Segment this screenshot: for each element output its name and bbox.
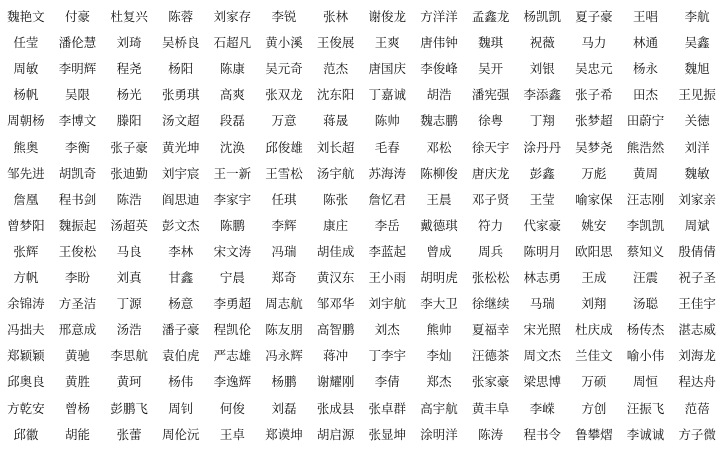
name-cell: 梁思博 xyxy=(523,374,561,390)
name-cell: 喻小伟 xyxy=(626,348,665,364)
name-cell: 张林 xyxy=(323,9,349,24)
name-cell: 邱奥良 xyxy=(7,374,45,390)
name-cell: 郑杰 xyxy=(426,374,452,390)
name-cell: 胡启源 xyxy=(316,426,355,442)
name-cell: 李林 xyxy=(168,243,194,259)
name-cell: 夏福幸 xyxy=(471,322,510,338)
name-cell: 李大卫 xyxy=(420,296,458,312)
name-row xyxy=(0,265,723,291)
name-cell: 张子豪 xyxy=(110,139,148,155)
name-cell: 刘银 xyxy=(529,61,555,77)
name-cell: 熊奥 xyxy=(13,139,39,155)
name-cell: 王卓 xyxy=(219,426,245,442)
name-cell: 陈柳俊 xyxy=(420,165,458,181)
name-cell: 丁翔 xyxy=(529,113,555,129)
name-cell: 王唱 xyxy=(633,9,659,24)
name-cell: 鲁攀熠 xyxy=(575,426,613,442)
name-cell: 周敏 xyxy=(13,61,39,77)
name-cell: 郑奇 xyxy=(271,270,297,285)
name-cell: 程书剑 xyxy=(58,191,97,207)
name-cell: 张梦超 xyxy=(575,113,613,129)
name-cell: 杜庆成 xyxy=(575,322,613,338)
name-cell: 胡浩 xyxy=(426,87,452,103)
name-cell: 程达舟 xyxy=(678,374,716,390)
name-cell: 林志勇 xyxy=(523,270,561,285)
name-cell: 冯永辉 xyxy=(265,348,303,364)
name-cell: 欧阳思 xyxy=(575,243,613,259)
name-cell: 黄光坤 xyxy=(161,139,200,155)
name-cell: 范杰 xyxy=(323,61,349,77)
name-cell: 宁晨 xyxy=(219,270,245,285)
name-cell: 康庄 xyxy=(323,217,349,233)
name-cell: 刘长超 xyxy=(316,139,355,155)
name-cell: 李衡 xyxy=(64,139,90,155)
name-cell: 李岳 xyxy=(374,217,400,233)
name-cell: 万彪 xyxy=(581,165,607,181)
name-cell: 吴桥良 xyxy=(161,35,200,51)
name-cell: 李逸辉 xyxy=(213,374,252,390)
name-cell: 符力 xyxy=(478,217,504,233)
name-cell: 汤聪 xyxy=(633,296,659,312)
name-cell: 谢耀刚 xyxy=(316,374,355,390)
name-cell: 汤宇航 xyxy=(316,165,355,181)
name-cell: 祝子圣 xyxy=(678,270,716,285)
name-cell: 陈明月 xyxy=(523,243,561,259)
name-cell: 胡能 xyxy=(64,426,90,442)
name-cell: 陈康 xyxy=(219,61,245,77)
name-cell: 魏振起 xyxy=(58,217,97,233)
name-cell: 代家豪 xyxy=(523,217,561,233)
name-cell: 王莹 xyxy=(529,191,555,207)
name-cell: 魏琪 xyxy=(478,35,504,51)
name-cell: 王成 xyxy=(581,270,607,285)
name-cell: 马良 xyxy=(116,243,142,259)
name-cell: 张蕾 xyxy=(116,426,142,442)
name-cell: 张双龙 xyxy=(265,87,303,103)
name-cell: 张卓群 xyxy=(368,400,407,416)
name-cell: 李凯凯 xyxy=(626,217,665,233)
name-cell: 曾成 xyxy=(426,243,452,259)
name-cell: 徐继续 xyxy=(471,296,510,312)
name-cell: 李蓝起 xyxy=(368,243,407,259)
name-row xyxy=(0,135,723,161)
name-cell: 杨凯凯 xyxy=(523,9,561,24)
name-cell: 陈蓉 xyxy=(168,9,194,24)
name-cell: 毛春 xyxy=(374,139,400,155)
name-cell: 任莹 xyxy=(13,35,39,51)
name-row xyxy=(0,4,723,30)
name-cell: 周文杰 xyxy=(523,348,561,364)
name-cell: 黄小溪 xyxy=(265,35,303,51)
name-cell: 汪震 xyxy=(633,270,659,285)
name-cell: 刘宇航 xyxy=(368,296,407,312)
name-cell: 陈浩 xyxy=(116,191,142,207)
name-cell: 宋文涛 xyxy=(213,243,252,259)
name-cell: 高智鹏 xyxy=(316,322,355,338)
name-cell: 邱徽 xyxy=(13,426,39,442)
name-cell: 苏海涛 xyxy=(368,165,407,181)
name-cell: 戴德琪 xyxy=(420,217,458,233)
name-cell: 周志航 xyxy=(265,296,303,312)
name-cell: 冯拙夫 xyxy=(7,322,45,338)
name-cell: 冯瑞 xyxy=(271,243,297,259)
name-cell: 汤浩 xyxy=(116,322,142,338)
name-cell: 汪德茶 xyxy=(471,348,510,364)
name-cell: 汪振飞 xyxy=(626,400,665,416)
name-cell: 丁源 xyxy=(116,296,142,312)
name-cell: 喻家保 xyxy=(575,191,613,207)
name-cell: 严志雄 xyxy=(213,348,252,364)
name-cell: 张勇琪 xyxy=(161,87,200,103)
name-cell: 杨伟 xyxy=(168,374,194,390)
name-row xyxy=(0,317,723,343)
name-cell: 李诚诚 xyxy=(626,426,665,442)
name-cell: 沈涣 xyxy=(219,139,245,155)
name-cell: 李添鑫 xyxy=(523,87,561,103)
name-cell: 汪志刚 xyxy=(626,191,665,207)
name-row xyxy=(0,82,723,108)
name-cell: 程书令 xyxy=(523,426,561,442)
name-cell: 吴元奇 xyxy=(265,61,303,77)
name-cell: 杨阳 xyxy=(168,61,194,77)
name-cell: 段磊 xyxy=(219,113,245,129)
name-cell: 杨帆 xyxy=(13,87,39,103)
name-cell: 付豪 xyxy=(64,9,90,24)
name-cell: 兰佳文 xyxy=(575,348,613,364)
name-cell: 李思航 xyxy=(110,348,148,364)
name-cell: 陈张 xyxy=(323,191,349,207)
name-cell: 方圣洁 xyxy=(58,296,97,312)
name-cell: 刘磊 xyxy=(271,400,297,416)
name-cell: 李航 xyxy=(684,9,710,24)
name-cell: 马瑞 xyxy=(529,296,555,312)
name-cell: 王佳宇 xyxy=(678,296,716,312)
name-cell: 李博文 xyxy=(58,113,97,129)
name-cell: 黄驰 xyxy=(64,348,90,364)
name-row xyxy=(0,108,723,134)
name-cell: 李灿 xyxy=(426,348,452,364)
name-cell: 黄丰阜 xyxy=(471,400,510,416)
name-cell: 张子希 xyxy=(575,87,613,103)
name-cell: 王一新 xyxy=(213,165,252,181)
name-cell: 涂丹丹 xyxy=(523,139,561,155)
name-cell: 王俊松 xyxy=(58,243,97,259)
name-cell: 胡凯奇 xyxy=(58,165,97,181)
name-cell: 杨永 xyxy=(633,61,659,77)
name-cell: 周恒 xyxy=(633,374,659,390)
name-cell: 杨鹏 xyxy=(271,374,297,390)
name-cell: 孟鑫龙 xyxy=(471,9,510,24)
name-cell: 陈友朋 xyxy=(265,322,303,338)
name-cell: 曾梦阳 xyxy=(7,217,45,233)
name-cell: 李盼 xyxy=(64,270,90,285)
name-cell: 周朝杨 xyxy=(7,113,45,129)
name-row xyxy=(0,213,723,239)
name-cell: 李俊峰 xyxy=(420,61,458,77)
name-cell: 王见振 xyxy=(678,87,716,103)
name-cell: 周兵 xyxy=(478,243,504,259)
name-cell: 王俊展 xyxy=(316,35,355,51)
name-cell: 高爽 xyxy=(219,87,245,103)
name-cell: 方创 xyxy=(581,400,607,416)
name-cell: 王晨 xyxy=(426,191,452,207)
name-cell: 吴梦尧 xyxy=(575,139,613,155)
name-cell: 潘伦慧 xyxy=(58,35,97,51)
name-cell: 任琪 xyxy=(271,191,297,207)
name-cell: 杨光 xyxy=(116,87,142,103)
name-cell: 邹邓华 xyxy=(316,296,355,312)
name-cell: 詹凰 xyxy=(13,191,39,207)
name-cell: 刘海龙 xyxy=(678,348,716,364)
name-cell: 马力 xyxy=(581,35,607,51)
name-cell: 熊浩然 xyxy=(626,139,665,155)
name-cell: 何俊 xyxy=(219,400,245,416)
name-cell: 邹先进 xyxy=(7,165,45,181)
name-cell: 沈东阳 xyxy=(316,87,355,103)
name-cell: 周钊 xyxy=(168,400,194,416)
name-row xyxy=(0,30,723,56)
name-cell: 吴鑫 xyxy=(684,35,710,51)
name-cell: 刘家亲 xyxy=(678,191,716,207)
name-cell: 李辉 xyxy=(271,217,297,233)
name-cell: 吴限 xyxy=(64,87,90,103)
name-cell: 王爽 xyxy=(374,35,400,51)
name-cell: 刘琦 xyxy=(116,35,142,51)
name-cell: 彭鹏飞 xyxy=(110,400,148,416)
name-cell: 方子微 xyxy=(678,426,716,442)
name-cell: 方乾安 xyxy=(7,400,45,416)
name-cell: 魏艳文 xyxy=(7,9,45,24)
name-row xyxy=(0,239,723,265)
name-cell: 吴开 xyxy=(478,61,504,77)
name-cell: 郑颖颖 xyxy=(7,348,45,364)
name-cell: 蔡知义 xyxy=(626,243,665,259)
name-cell: 田蔚宁 xyxy=(626,113,665,129)
name-cell: 周伦沅 xyxy=(161,426,200,442)
name-cell: 宋光照 xyxy=(523,322,561,338)
name-cell: 关徳 xyxy=(684,113,710,129)
name-cell: 丁李宇 xyxy=(368,348,407,364)
name-cell: 周斌 xyxy=(684,217,710,233)
name-cell: 李家宇 xyxy=(213,191,252,207)
name-cell: 魏志鹏 xyxy=(420,113,458,129)
name-row xyxy=(0,161,723,187)
name-row xyxy=(0,343,723,369)
name-cell: 黄周 xyxy=(633,165,659,181)
name-cell: 唐国庆 xyxy=(368,61,407,77)
name-cell: 潘子豪 xyxy=(161,322,200,338)
name-cell: 湛志威 xyxy=(678,322,716,338)
name-cell: 郑谟坤 xyxy=(265,426,303,442)
name-cell: 李勇超 xyxy=(213,296,252,312)
name-cell: 徐粤 xyxy=(478,113,504,129)
name-cell: 刘杰 xyxy=(374,322,400,338)
name-cell: 黄胜 xyxy=(64,374,90,390)
name-cell: 曾杨 xyxy=(64,400,90,416)
name-cell: 张迪勤 xyxy=(110,165,148,181)
name-row xyxy=(0,369,723,395)
name-cell: 张家豪 xyxy=(471,374,510,390)
name-cell: 张松松 xyxy=(471,270,510,285)
name-cell: 方帆 xyxy=(13,270,39,285)
name-cell: 陈涛 xyxy=(478,426,504,442)
name-cell: 魏敏 xyxy=(684,165,710,181)
name-cell: 余锦涛 xyxy=(7,296,45,312)
name-row xyxy=(0,56,723,82)
name-cell: 方洋洋 xyxy=(420,9,458,24)
name-cell: 汤文超 xyxy=(161,113,200,129)
name-cell: 林通 xyxy=(633,35,659,51)
name-cell: 蒋晟 xyxy=(323,113,349,129)
name-cell: 刘洋 xyxy=(684,139,710,155)
name-cell: 李倩 xyxy=(374,374,400,390)
name-cell: 唐庆龙 xyxy=(471,165,510,181)
name-cell: 田杰 xyxy=(633,87,659,103)
name-cell: 王小雨 xyxy=(368,270,407,285)
name-cell: 阎思迪 xyxy=(161,191,200,207)
name-cell: 刘翔 xyxy=(581,296,607,312)
name-cell: 詹忆君 xyxy=(368,191,407,207)
name-cell: 吴忠元 xyxy=(575,61,613,77)
name-cell: 胡佳成 xyxy=(316,243,355,259)
name-cell: 万意 xyxy=(271,113,297,129)
name-cell: 袁伯虎 xyxy=(161,348,200,364)
name-cell: 胡明虎 xyxy=(420,270,458,285)
name-cell: 祝薇 xyxy=(529,35,555,51)
name-cell: 张辉 xyxy=(13,243,39,259)
name-cell: 杨传杰 xyxy=(626,322,665,338)
name-row xyxy=(0,422,723,448)
name-row xyxy=(0,187,723,213)
name-cell: 张成县 xyxy=(316,400,355,416)
name-cell: 邱俊雄 xyxy=(265,139,303,155)
name-cell: 丁嘉诚 xyxy=(368,87,407,103)
name-cell: 徐天宇 xyxy=(471,139,510,155)
name-cell: 张显坤 xyxy=(368,426,407,442)
name-cell: 程尧 xyxy=(116,61,142,77)
name-cell: 高宇航 xyxy=(420,400,458,416)
name-cell: 夏子豪 xyxy=(575,9,613,24)
name-cell: 陈鹏 xyxy=(219,217,245,233)
name-cell: 邓松 xyxy=(426,139,452,155)
name-cell: 李明辉 xyxy=(58,61,97,77)
name-cell: 刘真 xyxy=(116,270,142,285)
name-cell: 范蓓 xyxy=(684,400,710,416)
name-cell: 黄珂 xyxy=(116,374,142,390)
name-cell: 石超凡 xyxy=(213,35,252,51)
name-cell: 彭鑫 xyxy=(529,165,555,181)
name-cell: 滕阳 xyxy=(116,113,142,129)
name-cell: 邢意成 xyxy=(58,322,97,338)
name-row xyxy=(0,291,723,317)
name-cell: 唐伟钟 xyxy=(420,35,458,51)
name-cell: 李锐 xyxy=(271,9,297,24)
name-cell: 涂明洋 xyxy=(420,426,458,442)
name-cell: 刘宇宸 xyxy=(161,165,200,181)
name-row xyxy=(0,396,723,422)
name-cell: 杨意 xyxy=(168,296,194,312)
name-cell: 汤超英 xyxy=(110,217,148,233)
name-cell: 李嵘 xyxy=(529,400,555,416)
name-cell: 彭文杰 xyxy=(161,217,200,233)
name-cell: 谢俊龙 xyxy=(368,9,407,24)
name-cell: 程凯伦 xyxy=(213,322,252,338)
name-cell: 蒋冲 xyxy=(323,348,349,364)
name-cell: 邓子贤 xyxy=(471,191,510,207)
name-cell: 熊帅 xyxy=(426,322,452,338)
name-cell: 杜复兴 xyxy=(110,9,148,24)
name-cell: 潘宪强 xyxy=(471,87,510,103)
name-cell: 万硕 xyxy=(581,374,607,390)
name-cell: 刘家存 xyxy=(213,9,252,24)
name-cell: 姚安 xyxy=(581,217,607,233)
name-cell: 殷倩倩 xyxy=(678,243,716,259)
name-cell: 甘鑫 xyxy=(168,270,194,285)
name-cell: 陈帅 xyxy=(374,113,400,129)
name-cell: 黄汉东 xyxy=(316,270,355,285)
name-cell: 王雪松 xyxy=(265,165,303,181)
name-cell: 魏旭 xyxy=(684,61,710,77)
